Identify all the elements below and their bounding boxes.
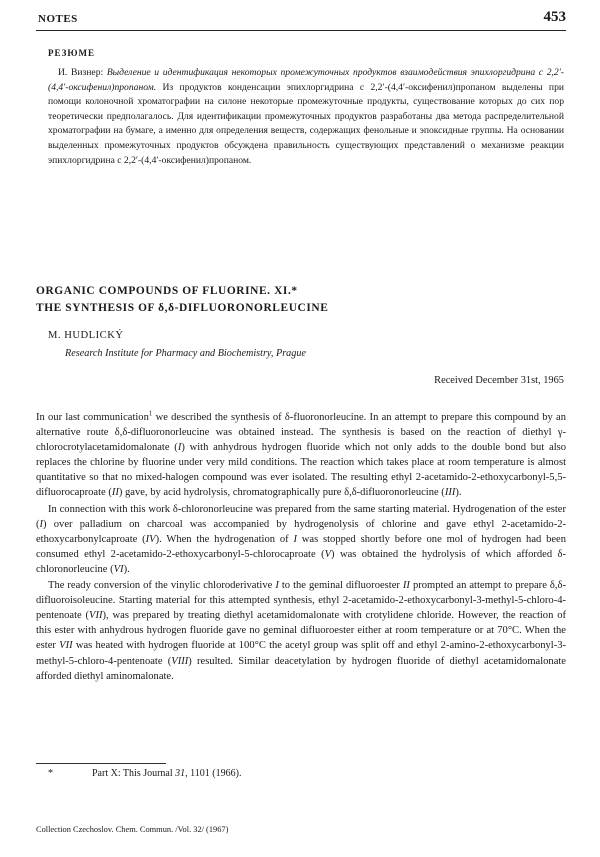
body-text: ). When the hydrogenation of <box>155 533 294 545</box>
body-text: ) with anhydrous hydrogen fluoride which not only adds to the double bond but also replaces the chlorine by fluorine under very mild conditions. The reaction which takes place at room temperature is almost quantitative so that no mixed-halogen compound was ever isolated. The resulting ethyl 2-acetamido-2-ethoxycarbonyl-5,5-difluorocaproate ( <box>36 442 567 499</box>
body-text: we described the synthesis of δ-fluoronorleucine. In an attempt to prepare this compound by an alternative route δ,δ-difluoronorleucine was obtained instead. The synthesis is based on the reaction of diethyl γ-chlorocrotylacetamidomalonate ( <box>36 412 567 454</box>
article-author: M. HUDLICKÝ <box>48 330 124 341</box>
resume-paragraph <box>48 66 564 168</box>
compound-label: I <box>39 518 44 530</box>
resume-title: Выделение и идентификация некоторых промежуточных продуктов взаимодействия эпихлоргидрина с 2,2′-(4,4′-оксифенил)пропаном. <box>48 67 564 93</box>
body-text: to the geminal difluoroester <box>278 580 403 592</box>
compound-label: III <box>444 487 456 499</box>
compound-label: I <box>275 580 279 592</box>
body-text: ). <box>455 487 462 499</box>
footnote-volume: 31 <box>175 768 186 779</box>
journal-footer: Collection Czechoslov. Chem. Commun. /Vol. 32/ (1967) <box>36 825 229 834</box>
body-text: In our last communication <box>36 412 149 423</box>
article-title-line2: THE SYNTHESIS OF δ,δ-DIFLUORONORLEUCINE <box>36 302 329 314</box>
compound-label: V <box>324 548 332 560</box>
body-text: In connection with this work δ-chloronorleucine was prepared from the same starting material. Hydrogenation of the ester ( <box>36 503 566 530</box>
resume-heading: РЕЗЮМЕ <box>48 48 95 58</box>
footnote-marker: * <box>48 768 53 779</box>
page-number: 453 <box>543 9 566 25</box>
footnote-rule <box>36 763 166 764</box>
body-paragraph-3 <box>36 578 566 684</box>
body-text: ), was prepared by treating diethyl acetamidomalonate with crotylidene chloride. However, the reaction of this ester with anhydrous hydrogen fluoride gave no geminal difluoroester either at room temperature or at 70°C. When the ester <box>36 610 566 652</box>
footnote <box>48 768 241 779</box>
reference-marker: 1 <box>148 409 153 418</box>
body-paragraph-2 <box>36 502 566 577</box>
body-text: was stopped shortly before one mol of hydrogen had been consumed ethyl 2-acetamido-2-ethoxycarbonyl-5-chlorocaproate ( <box>36 533 567 560</box>
resume-author: И. Визнер: <box>58 67 104 78</box>
resume-text: Из продуктов конденсации эпихлоргидрина с 2,2′-(4,4′-оксифенил)пропаном выделены при помощи колоночной хроматографии на силоне некоторые промежуточные продукты, существование которых до сих пор теоретически предполагалось. Для идентификации промежуточных продуктов разработаны два метода распределительной хроматографии на бумаге, а именно для определения веществ, содержащих фенольные и эпоксидные группы. На основании выделенных промежуточных продуктов обсуждена правильность существующих представлений о механизме реакции эпихлоргидрина с 2,2′-(4,4′-оксифенил)пропаном. <box>48 81 564 166</box>
body-text: The ready conversion of the vinylic chloroderivative <box>48 580 276 592</box>
compound-label: VIII <box>171 655 189 667</box>
compound-label: II <box>402 580 410 592</box>
header-rule <box>36 30 566 31</box>
body-text: ) over palladium on charcoal was accompanied by hydrogenolysis of chlorine and gave ethyl 2-acetamido-2-ethoxycarbonylcaproate ( <box>36 518 566 545</box>
body-text: ) gave, by acid hydrolysis, chromatographically pure δ,δ-difluoronorleucine ( <box>118 487 445 499</box>
compound-label: IV <box>145 533 156 545</box>
running-header-section: NOTES <box>38 13 78 25</box>
compound-label: VII <box>89 610 103 622</box>
article-affiliation: Research Institute for Pharmacy and Biochemistry, Prague <box>65 348 306 359</box>
body-text: ) was obtained the hydrolysis of which afforded δ-chloronorleucine ( <box>36 548 566 575</box>
received-date: Received December 31st, 1965 <box>434 375 564 386</box>
article-body <box>36 410 566 685</box>
compound-label: VI <box>113 563 124 575</box>
body-text: prompted an attempt to prepare δ,δ-difluoroisoleucine. Starting material for this attempted synthesis, ethyl 2-acetamido-2-ethoxycarbonyl-3-methyl-5-chloro-4-pentenoate ( <box>36 580 566 622</box>
article-title-line1: ORGANIC COMPOUNDS OF FLUORINE. XI.* <box>36 285 298 297</box>
compound-label: VII <box>59 640 73 652</box>
footnote-text: , 1101 (1966). <box>185 768 242 779</box>
compound-label: I <box>293 533 297 545</box>
compound-label: I <box>177 442 182 454</box>
compound-label: II <box>111 487 119 499</box>
footnote-text: Part X: This Journal <box>92 768 176 779</box>
body-text: ). <box>123 563 130 575</box>
body-paragraph-1 <box>36 410 566 501</box>
body-text: ) resulted. Similar deacetylation by hydrogen fluoride of diethyl acetamidomalonate afforded diethyl aminomalonate. <box>36 655 566 682</box>
body-text: was heated with hydrogen fluoride at 100°C the acetyl group was split off and ethyl 2-amino-2-ethoxycarbonyl-3-methyl-5-chloro-4-pentenoate ( <box>36 640 567 667</box>
